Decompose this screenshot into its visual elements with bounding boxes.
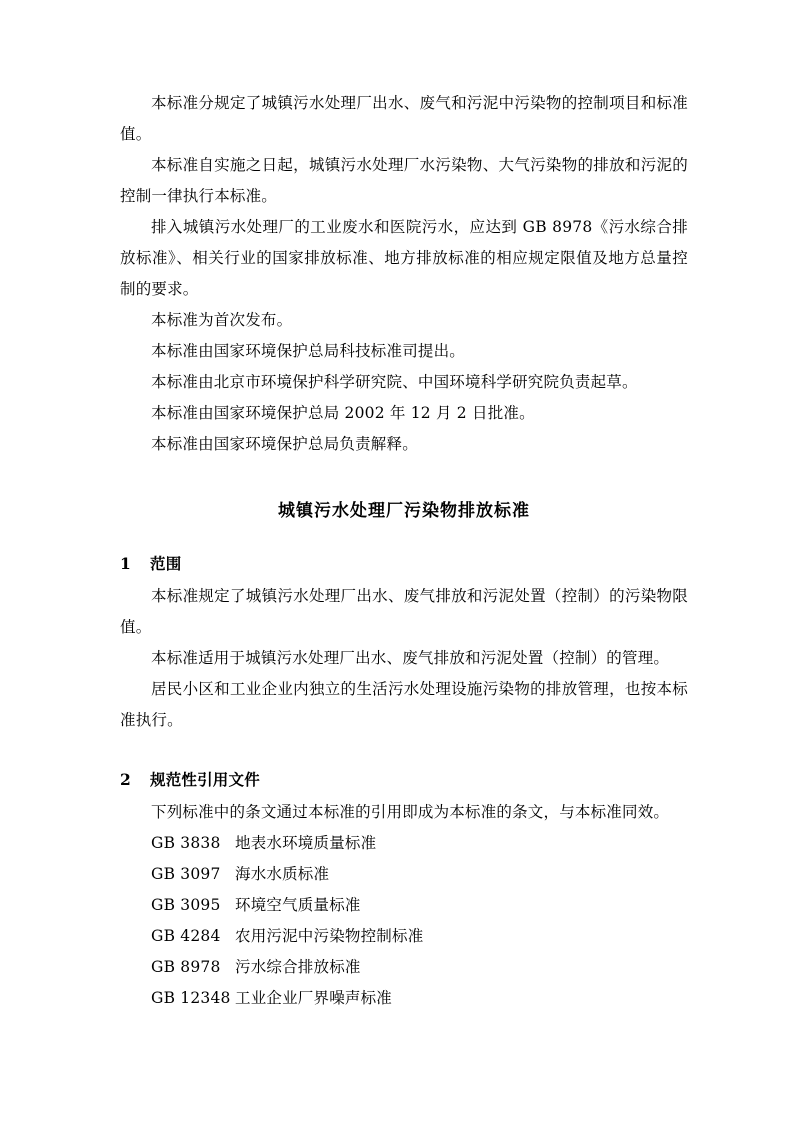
reference-code: GB 12348 — [151, 989, 231, 1007]
reference-item — [120, 983, 688, 1014]
reference-item — [120, 890, 688, 921]
section-1-paragraph-3: 居民小区和工业企业内独立的生活污水处理设施污染物的排放管理，也按本标准执行。 — [120, 680, 688, 729]
section-1-number: 1 — [120, 554, 131, 573]
reference-item — [120, 921, 688, 952]
section-2-paragraph-1: 下列标准中的条文通过本标准的引用即成为本标准的条文，与本标准同效。 — [151, 803, 670, 821]
reference-code: GB 4284 — [151, 927, 221, 945]
reference-name: 农用污泥中污染物控制标准 — [235, 927, 424, 945]
document-title: 城镇污水处理厂污染物排放标准 — [278, 501, 530, 521]
reference-item — [120, 828, 688, 859]
reference-name: 污水综合排放标准 — [235, 958, 361, 976]
reference-item — [120, 859, 688, 890]
preface-paragraph-3: 排入城镇污水处理厂的工业废水和医院污水，应达到 GB 8978《污水综合排放标准》、相关行业的国家排放标准、地方排放标准的相应规定限值及地方总量控制的要求。 — [120, 218, 688, 298]
preface-paragraph-6: 本标准由北京市环境保护科学研究院、中国环境科学研究院负责起草。 — [151, 373, 638, 391]
reference-code: GB 3095 — [151, 896, 221, 914]
reference-name: 环境空气质量标准 — [235, 896, 361, 914]
section-1-paragraph-1: 本标准规定了城镇污水处理厂出水、废气排放和污泥处置（控制）的污染物限值。 — [120, 587, 688, 636]
section-1-paragraph-2: 本标准适用于城镇污水处理厂出水、废气排放和污泥处置（控制）的管理。 — [151, 649, 670, 667]
preface-paragraph-7: 本标准由国家环境保护总局 2002 年 12 月 2 日批准。 — [151, 404, 535, 422]
section-spacer — [120, 736, 688, 750]
section-2 — [120, 764, 688, 1014]
section-1-heading — [120, 548, 688, 579]
preface-paragraph-2: 本标准自实施之日起，城镇污水处理厂水污染物、大气污染物的排放和污泥的控制一律执行本标准。 — [120, 156, 688, 205]
reference-code: GB 3838 — [151, 834, 221, 852]
reference-item — [120, 952, 688, 983]
reference-name: 海水水质标准 — [235, 865, 330, 883]
preface-paragraph-1: 本标准分规定了城镇污水处理厂出水、废气和污泥中污染物的控制项目和标准值。 — [120, 94, 688, 143]
reference-name: 工业企业厂界噪声标准 — [235, 989, 393, 1007]
preface-paragraph-8: 本标准由国家环境保护总局负责解释。 — [151, 435, 418, 453]
reference-list — [120, 828, 688, 1014]
section-1-title: 范围 — [150, 554, 182, 573]
section-2-title: 规范性引用文件 — [150, 770, 260, 789]
preface-paragraph-4: 本标准为首次发布。 — [151, 311, 293, 329]
section-1 — [120, 548, 688, 736]
preface-block — [120, 88, 688, 460]
reference-name: 地表水环境质量标准 — [235, 834, 377, 852]
reference-code: GB 8978 — [151, 958, 221, 976]
section-2-heading — [120, 764, 688, 795]
section-2-number: 2 — [120, 770, 131, 789]
reference-code: GB 3097 — [151, 865, 221, 883]
preface-paragraph-5: 本标准由国家环境保护总局科技标准司提出。 — [151, 342, 466, 360]
